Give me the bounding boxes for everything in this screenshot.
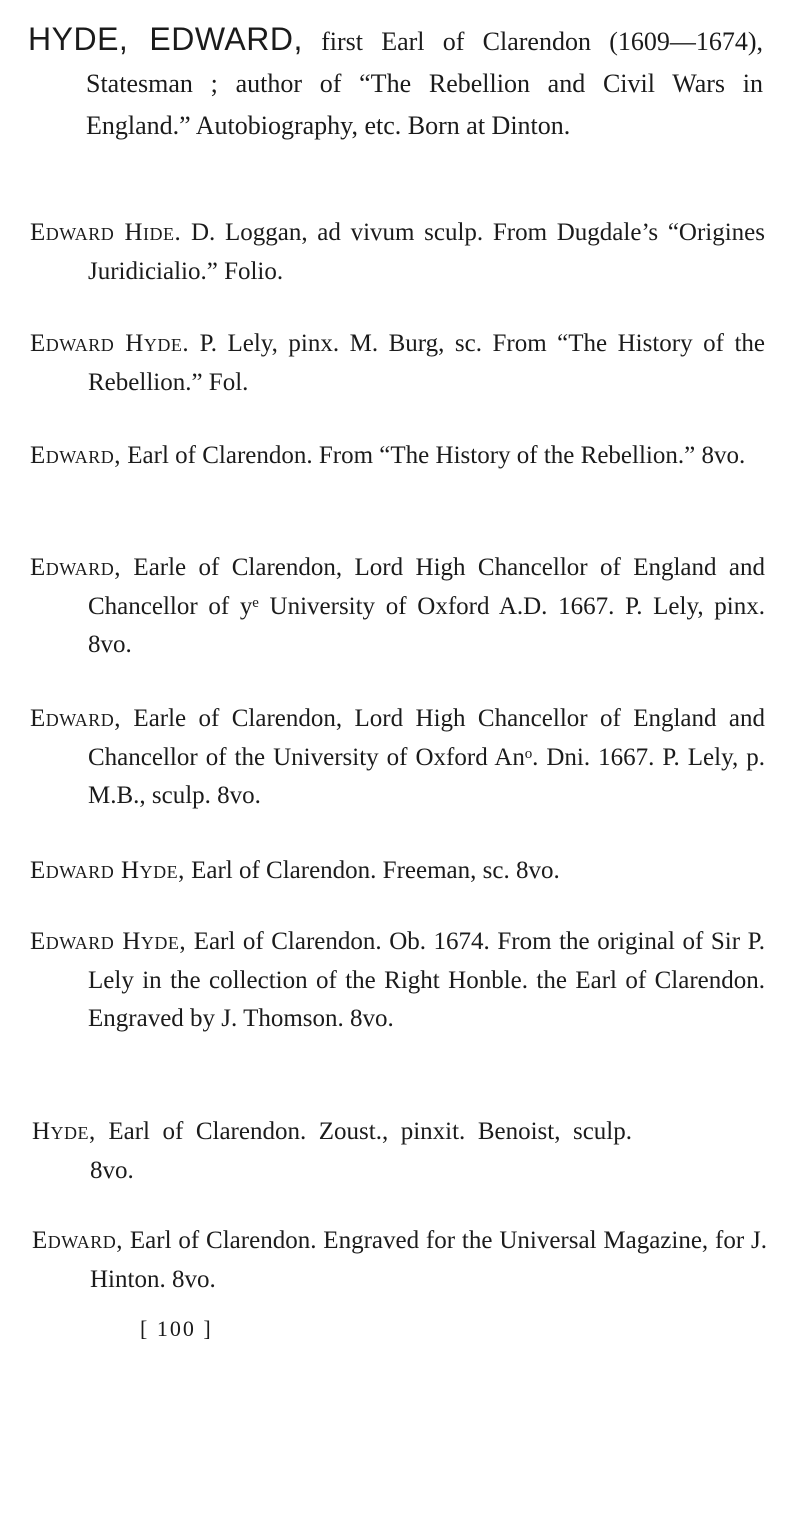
entry-description: first Earl of Clarendon (1609—1674), Statesman ; author of “The Rebellion and Civil Wars in England.” Autobiography, etc. Born at Dinton. (86, 27, 764, 140)
portrait-description: D. Loggan, ad vivum sculp. From Dugdale’s “Origines Juridicialio.” Folio. (88, 219, 766, 285)
portrait-description: P. Lely, pinx. M. Burg, sc. From “The History of the Rebellion.” Fol. (88, 330, 765, 396)
entry-heading: HYDE, EDWARD, (28, 21, 303, 57)
portrait-entry (30, 437, 765, 476)
portrait-name: Edward, (30, 705, 122, 732)
portrait-entry (32, 1222, 767, 1299)
portrait-description: Earl of Clarendon. Ob. 1674. From the original of Sir P. Lely in the collection of the Right Honble. the Earl of Clarendon. Engraved by J. Thomson. 8vo. (88, 928, 765, 1032)
portrait-name: Hyde, (32, 1118, 96, 1145)
portrait-name: Edward Hyde, (30, 857, 185, 884)
portrait-entry (30, 852, 765, 891)
portrait-name: Edward, (30, 554, 122, 581)
portrait-name: Edward Hide. (30, 219, 182, 246)
portrait-name: Edward Hyde. (30, 330, 190, 357)
portrait-description: Earle of Clarendon, Lord High Chancellor of England and Chancellor of yᵉ University of Oxford A.D. 1667. P. Lely, pinx. 8vo. (88, 554, 765, 658)
portrait-description: Earle of Clarendon, Lord High Chancellor of England and Chancellor of the University of Oxford Anᵒ. Dni. 1667. P. Lely, p. M.B., sculp. 8vo. (88, 705, 765, 809)
portrait-entry (32, 1113, 632, 1190)
portrait-entry (30, 923, 765, 1039)
portrait-entry (30, 325, 765, 402)
main-entry (28, 18, 763, 147)
portrait-description: Earl of Clarendon. Freeman, sc. 8vo. (191, 857, 560, 884)
portrait-name: Edward, (32, 1227, 124, 1254)
portrait-description: Earl of Clarendon. From “The History of the Rebellion.” 8vo. (127, 442, 746, 469)
portrait-description: Earl of Clarendon. Engraved for the Universal Magazine, for J. Hinton. 8vo. (90, 1227, 768, 1293)
portrait-entry (30, 700, 765, 816)
page-number: [ 100 ] (140, 1316, 213, 1341)
portrait-name: Edward Hyde, (30, 928, 187, 955)
portrait-entry (30, 214, 765, 291)
portrait-entry (30, 549, 765, 665)
portrait-description: Earl of Clarendon. Zoust., pinxit. Benoist, sculp. 8vo. (90, 1118, 632, 1184)
portrait-name: Edward, (30, 442, 122, 469)
